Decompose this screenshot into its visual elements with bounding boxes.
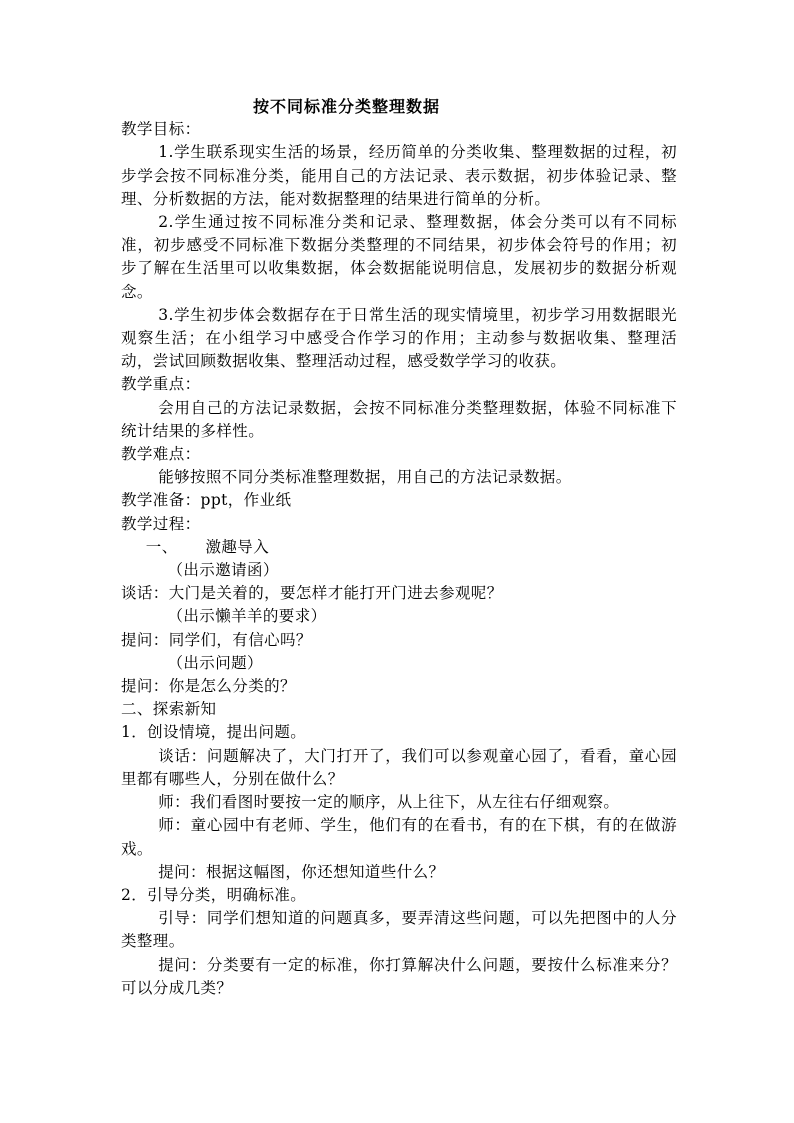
process-heading: 教学过程： [121, 514, 201, 533]
section-1-number: 一、 [145, 537, 178, 556]
dialogue-line: 师：我们看图时要按一定的顺序，从上往下，从左往右仔细观察。 [158, 793, 620, 812]
subsection-heading: 1．创设情境，提出问题。 [121, 723, 307, 742]
difficulties-text: 能够按照不同分类标准整理数据，用自己的方法记录数据。 [158, 468, 572, 487]
dialogue-line: 师：童心园中有老师、学生，他们有的在看书，有的在下棋，有的在做游戏。 [121, 816, 677, 858]
dialogue-line: 提问：根据这幅图，你还想知道些什么？ [158, 862, 445, 881]
key-points-text: 会用自己的方法记录数据，会按不同标准分类整理数据，体验不同标准下统计结果的多样性。 [121, 398, 677, 440]
stage-direction: （出示邀请函） [167, 561, 279, 580]
section-1-title: 激趣导入 [205, 537, 270, 556]
objective-1: 1.学生联系现实生活的场景，经历简单的分类收集、整理数据的过程，初步学会按不同标准分类，能用自己的方法记录、表示数据，初步体验记录、整理、分析数据的方法，能对数据整理的结果进行简单的分析。 [121, 143, 677, 208]
preparation-line: 教学准备：ppt，作业纸 [121, 491, 292, 510]
subsection-heading: 2．引导分类，明确标准。 [121, 885, 307, 904]
stage-direction: （出示懒羊羊的要求） [167, 607, 327, 626]
dialogue-line: 引导：同学们想知道的问题真多，要弄清这些问题，可以先把图中的人分类整理。 [121, 909, 677, 951]
section-1-heading [121, 536, 677, 559]
dialogue-line: 谈话：问题解决了，大门打开了，我们可以参观童心园了，看看，童心园里都有哪些人，分别在做什么？ [121, 746, 677, 788]
dialogue-line: 提问：你是怎么分类的？ [121, 677, 296, 696]
key-points-heading: 教学重点： [121, 375, 201, 394]
objective-2: 2.学生通过按不同标准分类和记录、整理数据，体会分类可以有不同标准，初步感受不同标准下数据分类整理的不同结果，初步体会符号的作用；初步了解在生活里可以收集数据，体会数据能说明信息，发展初步的数据分析观念。 [121, 213, 677, 301]
stage-direction: （出示问题） [167, 653, 263, 672]
document-body [121, 95, 677, 1000]
section-2-heading: 二、探索新知 [121, 700, 217, 719]
dialogue-line: 谈话：大门是关着的，要怎样才能打开门进去参观呢？ [121, 584, 503, 603]
page-title: 按不同标准分类整理数据 [253, 97, 441, 116]
objective-3: 3.学生初步体会数据存在于日常生活的现实情境里，初步学习用数据眼光观察生活；在小组学习中感受合作学习的作用；主动参与数据收集、整理活动，尝试回顾数据收集、整理活动过程，感受数学学习的收获。 [121, 305, 677, 371]
dialogue-line: 提问：同学们，有信心吗？ [121, 630, 312, 649]
objectives-heading: 教学目标： [121, 120, 201, 139]
dialogue-line: 提问：分类要有一定的标准，你打算解决什么问题，要按什么标准来分？可以分成几类？ [121, 955, 677, 997]
difficulties-heading: 教学难点： [121, 445, 201, 464]
